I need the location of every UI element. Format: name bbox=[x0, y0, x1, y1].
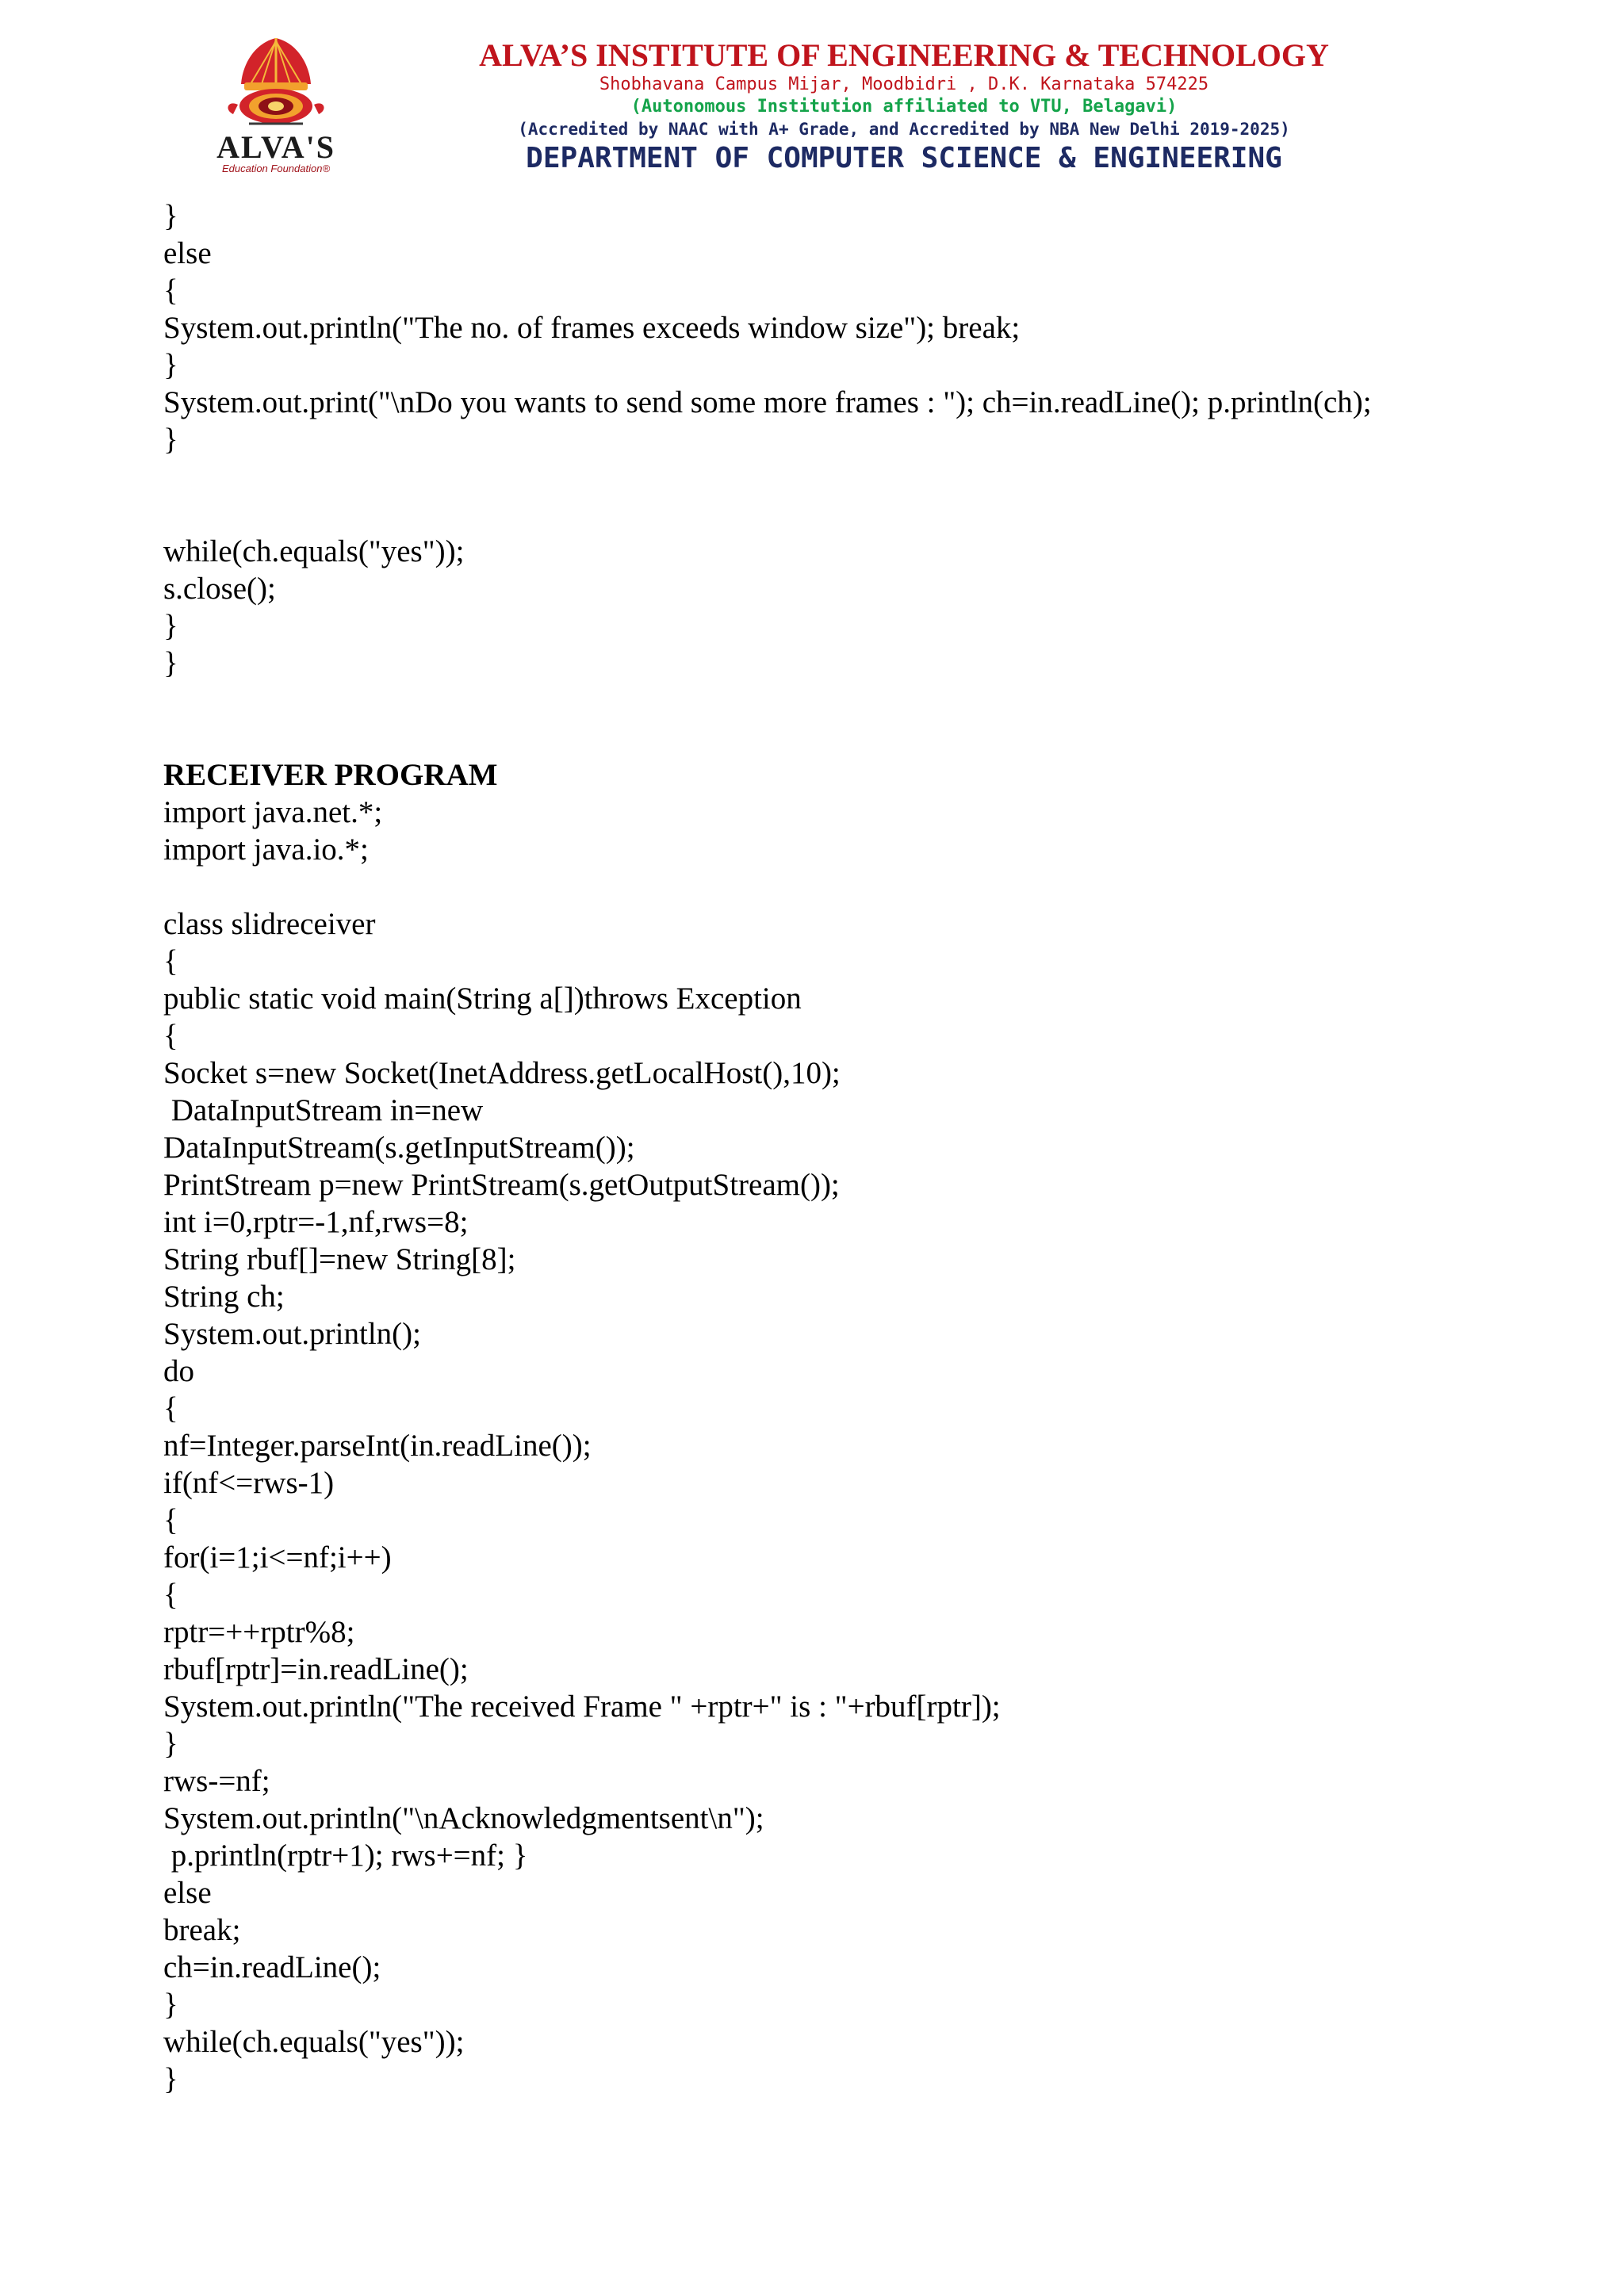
code-line: break; bbox=[163, 1913, 241, 1947]
code-line: { bbox=[163, 274, 178, 308]
code-line: PrintStream p=new PrintStream(s.getOutputStream()); bbox=[163, 1168, 840, 1202]
code-line: else bbox=[163, 236, 212, 270]
code-line: while(ch.equals("yes")); bbox=[163, 534, 465, 568]
code-line: } bbox=[163, 646, 178, 680]
code-line: } bbox=[163, 199, 178, 233]
blank-line bbox=[163, 458, 1511, 496]
blank-line bbox=[163, 496, 1511, 533]
institute-name: ALVA’S INSTITUTE OF ENGINEERING & TECHNOLOGY bbox=[479, 37, 1329, 73]
code-line: } bbox=[163, 2062, 178, 2096]
code-line: { bbox=[163, 1391, 178, 1425]
alvas-logo bbox=[193, 32, 358, 178]
accreditation-note: (Accredited by NAAC with A+ Grade, and Accredited by NBA New Delhi 2019-2025) bbox=[518, 120, 1290, 139]
code-line: System.out.println("The received Frame " +rptr+" is : "+rbuf[rptr]); bbox=[163, 1689, 1001, 1724]
code-line: } bbox=[163, 348, 178, 382]
blank-line bbox=[163, 719, 1511, 756]
code-line: System.out.println(); bbox=[163, 1317, 421, 1351]
code-line: nf=Integer.parseInt(in.readLine()); bbox=[163, 1429, 592, 1463]
code-line: System.out.println("The no. of frames exceeds window size"); break; bbox=[163, 311, 1021, 345]
code-line: System.out.println("\nAcknowledgmentsent\n"); bbox=[163, 1801, 764, 1835]
code-line: rbuf[rptr]=in.readLine(); bbox=[163, 1652, 469, 1686]
code-line: { bbox=[163, 1503, 178, 1537]
code-line: do bbox=[163, 1354, 194, 1388]
code-line: System.out.print("\nDo you wants to send some more frames : "); ch=in.readLine(); p.println(ch); bbox=[163, 385, 1372, 419]
letterhead bbox=[0, 0, 1624, 190]
code-line: else bbox=[163, 1876, 212, 1910]
code-line: Socket s=new Socket(InetAddress.getLocalHost(),10); bbox=[163, 1056, 841, 1090]
campus-address: Shobhavana Campus Mijar, Moodbidri , D.K. Karnataka 574225 bbox=[599, 75, 1209, 94]
code-line: public static void main(String a[])throws Exception bbox=[163, 982, 802, 1016]
alvas-emblem-icon bbox=[193, 32, 358, 135]
blank-line bbox=[163, 682, 1511, 719]
code-line: rws-=nf; bbox=[163, 1764, 270, 1798]
code-line: DataInputStream in=new bbox=[163, 1093, 484, 1127]
blank-line bbox=[163, 868, 1511, 905]
autonomous-status: (Autonomous Institution affiliated to VTU, Belagavi) bbox=[630, 97, 1178, 117]
code-line: s.close(); bbox=[163, 572, 276, 606]
code-line: } bbox=[163, 609, 178, 643]
code-line: String rbuf[]=new String[8]; bbox=[163, 1242, 516, 1276]
code-line: { bbox=[163, 1019, 178, 1053]
code-line: import java.io.*; bbox=[163, 832, 369, 867]
code-line: class slidreceiver bbox=[163, 907, 376, 941]
code-line: rptr=++rptr%8; bbox=[163, 1615, 355, 1649]
department-name: DEPARTMENT OF COMPUTER SCIENCE & ENGINEERING bbox=[526, 142, 1282, 174]
code-line: import java.net.*; bbox=[163, 795, 383, 829]
code-line: for(i=1;i<=nf;i++) bbox=[163, 1540, 392, 1575]
code-line: { bbox=[163, 944, 178, 978]
code-line: while(ch.equals("yes")); bbox=[163, 2025, 465, 2059]
code-line: ch=in.readLine(); bbox=[163, 1950, 381, 1984]
code-line: int i=0,rptr=-1,nf,rws=8; bbox=[163, 1205, 469, 1239]
code-line: String ch; bbox=[163, 1280, 285, 1314]
code-line: { bbox=[163, 1578, 178, 1612]
code-line: } bbox=[163, 423, 178, 457]
logo-wordmark: ALVA'S bbox=[216, 129, 335, 165]
code-line: } bbox=[163, 1988, 178, 2022]
code-line: p.println(rptr+1); rws+=nf; } bbox=[163, 1839, 528, 1873]
code-line: if(nf<=rws-1) bbox=[163, 1466, 335, 1500]
code-listing bbox=[163, 197, 1511, 2098]
section-heading: RECEIVER PROGRAM bbox=[163, 758, 498, 792]
logo-tagline: Education Foundation® bbox=[221, 163, 331, 174]
code-line: DataInputStream(s.getInputStream()); bbox=[163, 1131, 635, 1165]
code-line: } bbox=[163, 1727, 178, 1761]
